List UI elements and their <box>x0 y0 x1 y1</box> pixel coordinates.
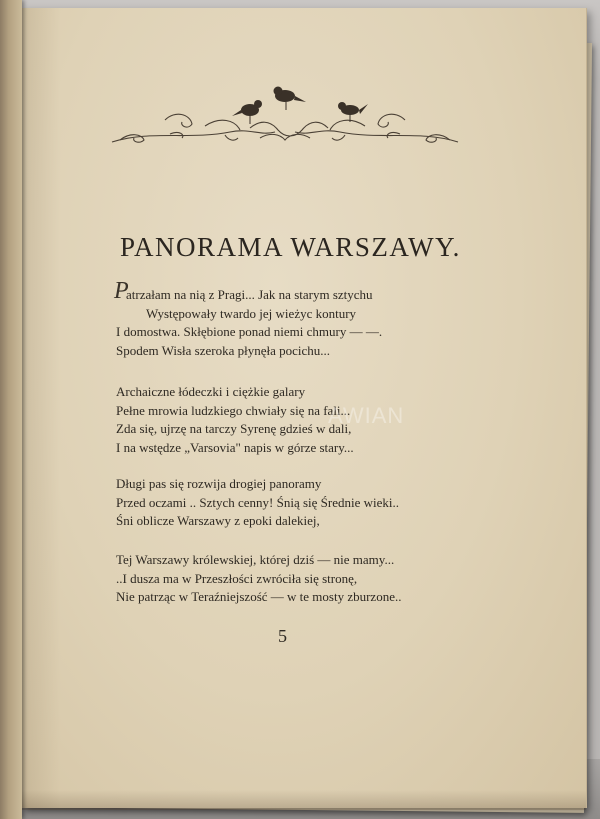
birds-ornament-icon <box>110 80 460 150</box>
poem-line: Pełne mrowia ludzkiego chwiały się na fali... <box>116 402 351 418</box>
poem-line-text: atrzałam na nią z Pragi... Jak na starym sztychu <box>126 287 373 302</box>
book-page <box>20 8 587 808</box>
poem-line: Zda się, ujrzę na tarczy Syrenę gdzieś w dali, <box>116 421 352 436</box>
poem-line: Długi pas się rozwija drogiej panoramy <box>116 476 322 491</box>
poem-line: I domostwa. Skłębione ponad niemi chmury — —. <box>116 324 383 339</box>
poem-line: ..I dusza ma w Przeszłości zwróciła się stronę, <box>116 570 358 586</box>
poem-line: I na wstędze „Varsovia" napis w górze stary... <box>116 439 354 455</box>
previous-page-edge <box>0 0 22 819</box>
poem-line: Tej Warszawy królewskiej, której dziś — nie mamy... <box>116 552 395 567</box>
poem-line: Nie patrząc w Teraźniejszość — w te mosty zburzone.. <box>116 589 402 604</box>
poem-line: Archaiczne łódeczki i ciężkie galary <box>116 384 306 399</box>
poem-line: Śni oblicze Warszawy z epoki dalekiej, <box>116 513 320 528</box>
stanza-3 <box>116 475 399 531</box>
drop-cap: P <box>114 278 129 304</box>
page-title: PANORAMA WARSZAWY. <box>120 232 461 262</box>
stanza-4 <box>116 551 401 607</box>
stanza-1 <box>114 278 383 360</box>
poem-line: Przed oczami .. Sztych cenny! Śnią się Średnie wieki.. <box>116 494 400 510</box>
page-bottom-shadow <box>20 790 586 810</box>
poem-line <box>114 278 382 305</box>
poem-line: Spodem Wisła szeroka płynęła pocichu... <box>116 342 331 358</box>
poem-line: Występowały twardo jej wieżyc kontury <box>146 305 357 321</box>
watermark: AWIAN <box>328 403 405 428</box>
page-number: 5 <box>278 626 287 646</box>
stanza-2 <box>116 383 354 457</box>
